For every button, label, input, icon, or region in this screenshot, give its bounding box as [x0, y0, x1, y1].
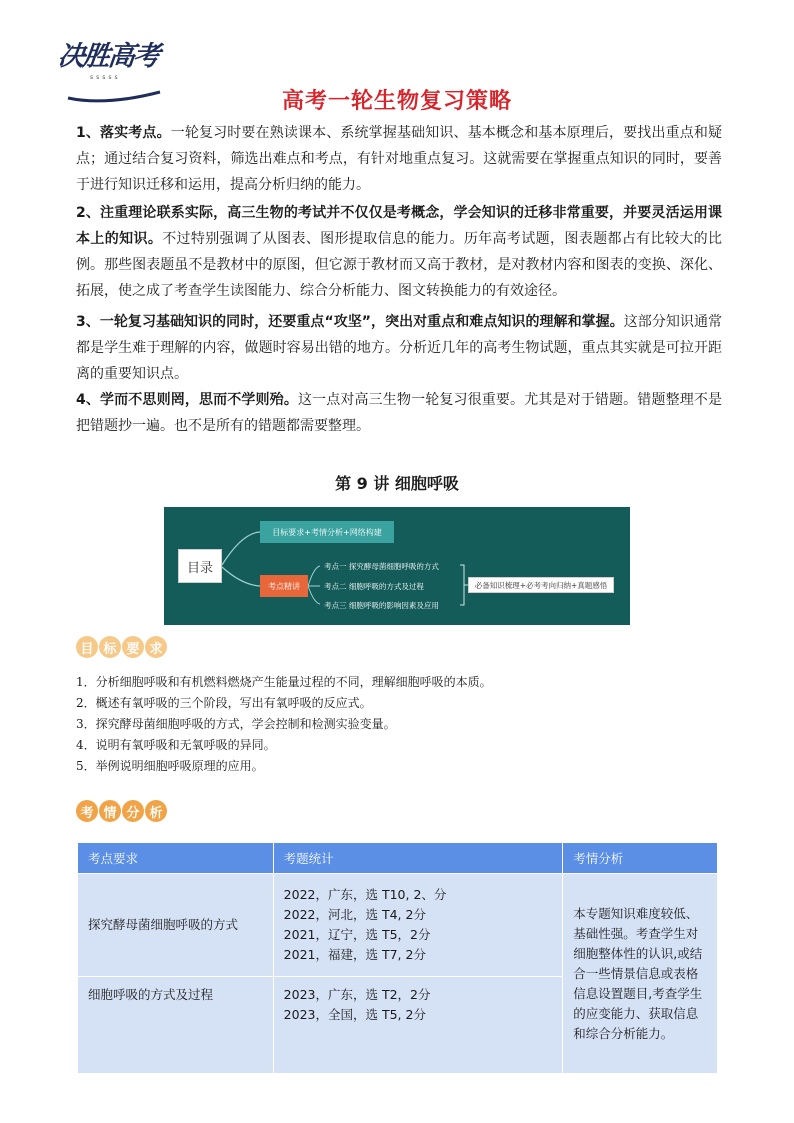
- badge-char: 考: [76, 800, 98, 822]
- list-item: 3．探究酵母菌细胞呼吸的方式，学会控制和检测实验变量。: [76, 717, 396, 731]
- paragraph-1: [76, 120, 722, 198]
- table-cell-stats: [273, 874, 563, 977]
- table-cell-stats: [273, 977, 563, 1074]
- paragraph-body: 这部分知识通常都是学生难于理解的内容，做题时容易出错的地方。分析近几年的高考生物试题，重点其实就是可拉开距离的重要知识点。: [76, 314, 722, 382]
- badge-char: 标: [99, 636, 121, 658]
- paragraph-body: 这一点对高三生物一轮复习很重要。尤其是对于错题。错题整理不是把错题抄一遍。也不是所有的错题都需要整理。: [76, 392, 722, 434]
- list-item: 2．概述有氧呼吸的三个阶段，写出有氧呼吸的反应式。: [76, 696, 372, 710]
- logo-sub: sssss: [90, 74, 121, 81]
- paragraph-body: 一轮复习时要在熟读课本、系统掌握基础知识、基本概念和基本原理后，要找出重点和疑点；通过结合复习资料，筛选出难点和考点，有针对地重点复习。这就需要在掌握重点知识的同时，要善于进行知识迁移和运用，提高分析归纳的能力。: [76, 125, 722, 193]
- toc-root: 目录: [178, 549, 222, 583]
- logo-text: 决胜高考: [56, 41, 160, 72]
- toc-right: 必备知识梳理+必考考向归纳+真题感悟: [468, 577, 614, 593]
- table-header-row: [78, 843, 718, 874]
- paragraph-3: [76, 309, 722, 387]
- table-cell-analysis: 本专题知识难度较低、基础性强。考查学生对细胞整体性的认识,或结合一些情景信息或表格信息设置题目,考查学生的应变能力、获取信息和综合分析能力。: [563, 874, 718, 1074]
- list-item: 4．说明有氧呼吸和无氧呼吸的异同。: [76, 738, 276, 752]
- list-item: 5．举例说明细胞呼吸原理的应用。: [76, 759, 264, 773]
- table-cell-point: 探究酵母菌细胞呼吸的方式: [78, 874, 274, 977]
- table-header: 考情分析: [563, 843, 718, 874]
- table-row: [78, 874, 718, 977]
- toc-focus: 考点精讲: [260, 575, 308, 597]
- main-title: 高考一轮生物复习策略: [281, 89, 512, 114]
- goals-list: [76, 672, 492, 777]
- table-header: 考点要求: [78, 843, 274, 874]
- stat-line: 2021，福建，选 T7, 2分: [283, 947, 426, 962]
- badge-char: 目: [76, 636, 98, 658]
- exam-table: [77, 842, 718, 1074]
- toc-item-1: 考点一 探究酵母菌细胞呼吸的方式: [324, 562, 439, 571]
- paragraph-lead: 2、注重理论联系实际，高三生物的考试并不仅仅是考概念，学会知识的迁移非常重要，并要灵活运用课本上的知识。: [76, 205, 722, 247]
- stat-line: 2023，全国，选 T5, 2分: [283, 1007, 426, 1022]
- list-item: 1．分析细胞呼吸和有机燃料燃烧产生能量过程的不同，理解细胞呼吸的本质。: [76, 675, 492, 689]
- lecture-title: 第 9 讲 细胞呼吸: [335, 474, 459, 493]
- paragraph-4: [76, 387, 722, 439]
- toc-item-2: 考点二 细胞呼吸的方式及过程: [324, 582, 424, 591]
- table-header: 考题统计: [273, 843, 563, 874]
- toc-diagram: [164, 507, 630, 625]
- toc-target: 目标要求+考情分析+网络构建: [260, 521, 394, 543]
- stat-line: 2021，辽宁，选 T5，2分: [283, 927, 431, 942]
- paragraph-2: [76, 200, 722, 304]
- badge-char: 分: [122, 800, 144, 822]
- stat-line: 2022，广东，选 T10, 2、分: [283, 887, 447, 902]
- paragraph-body: 不过特别强调了从图表、图形提取信息的能力。历年高考试题，图表题都占有比较大的比例。那些图表题虽不是教材中的原图，但它源于教材而又高于教材，是对教材内容和图表的变换、深化、拓展，使之成了考查学生读图能力、综合分析能力、图文转换能力的有效途径。: [76, 231, 723, 299]
- badge-char: 情: [99, 800, 121, 822]
- badge-char: 求: [145, 636, 167, 658]
- paragraph-lead: 1、落实考点。: [76, 125, 171, 141]
- stat-line: 2022，河北，选 T4, 2分: [283, 907, 426, 922]
- badge-char: 析: [145, 800, 167, 822]
- paragraph-lead: 4、学而不思则罔，思而不学则殆。: [76, 392, 298, 408]
- goals-badge: [76, 636, 168, 666]
- paragraph-lead: 3、一轮复习基础知识的同时，还要重点“攻坚”，突出对重点和难点知识的理解和掌握。: [76, 314, 624, 330]
- stat-line: 2023，广东，选 T2，2分: [283, 987, 431, 1002]
- badge-char: 要: [122, 636, 144, 658]
- table-cell-point: 细胞呼吸的方式及过程: [78, 977, 274, 1074]
- toc-item-3: 考点三 细胞呼吸的影响因素及应用: [324, 601, 439, 610]
- analysis-badge: [76, 800, 168, 830]
